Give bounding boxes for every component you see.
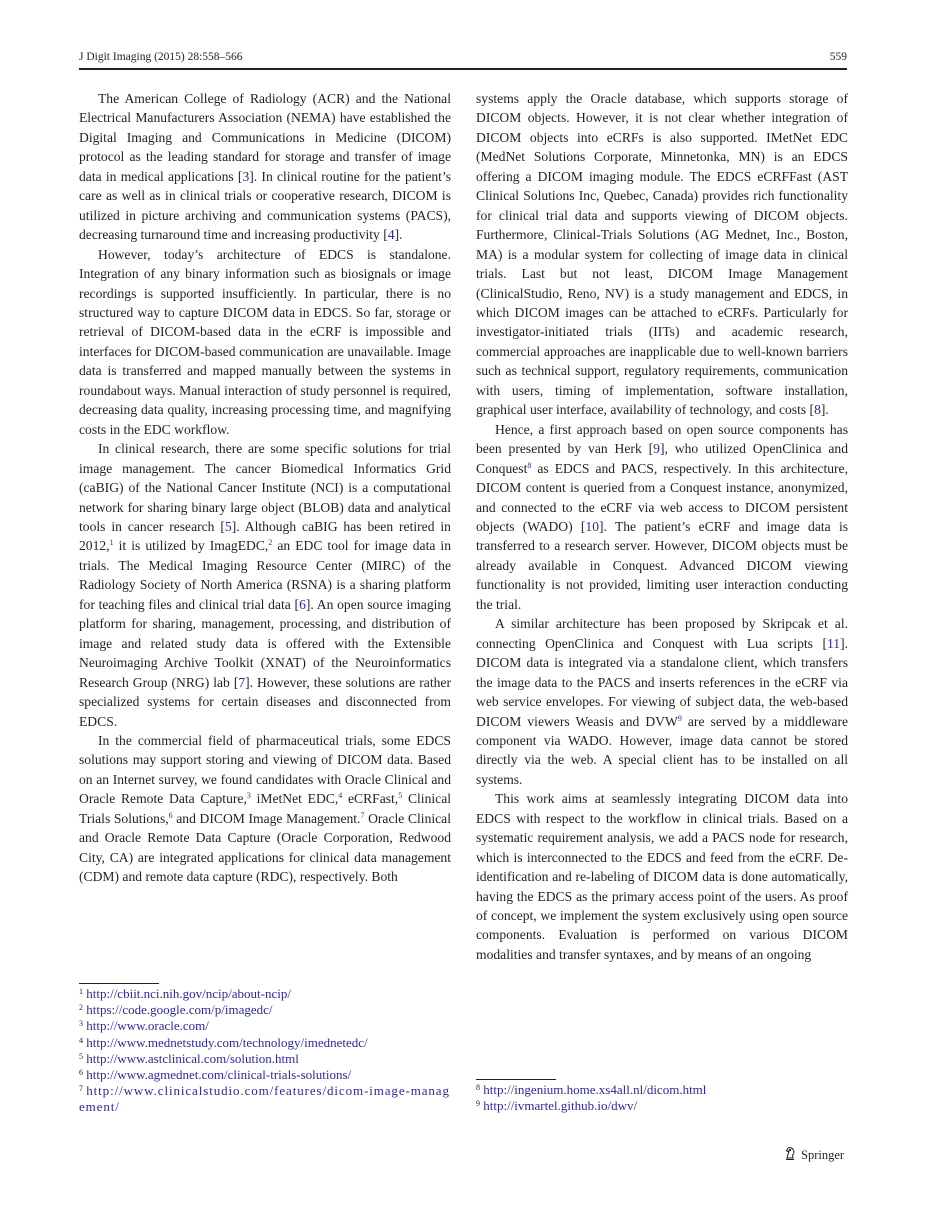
footnote-url[interactable]: http://cbiit.nci.nih.gov/ncip/about-ncip/: [86, 986, 291, 1001]
footnote-rule: [79, 983, 159, 984]
footnotes-left: [79, 986, 459, 1116]
citation-link[interactable]: 7: [238, 674, 246, 690]
paragraph-edcs-standalone: However, today’s architecture of EDCS is standalone. Integration of any binary information such as biosignals or image recordings is supported insufficiently. In particular, there is no structured way to capture DICOM data in EDCS. So far, storage or retrieval of DICOM-based data in the eCRF is impossible and interfaces for DICOM-based communication are unavailable. Image data is transferred and mapped manually between the systems in roundabout ways. Manual interaction of study personnel is required, decreasing data quality, increasing processing time, and magnifying costs in the EDC workflow.: [79, 246, 451, 437]
paragraph-clinical-research: In clinical research, there are some specific solutions for trial image management. The cancer Biomedical Informatics Grid (caBIG) of the National Cancer Institute (NCI) is a computational network for sharing binary large object (BLOB) data and analytical tools in cancer research [5]. Although caBIG has been retired in 2012,$^1$ it is utilized by ImagEDC,$^2$ an EDC tool for image data in trials. The Medical Imaging Resource Center (MIRC) of the Radiology Society of North America (RSNA) is a sharing platform for teaching files and clinical trial data [6]. An open source imaging platform for sharing, management, processing, and distribution of image and related study data is offered with the Extensible Neuroimaging Archive Toolkit (XNAT) of the Neuroinformatics Research Group (NRG) lab [7]. However, these solutions are rather specialized systems for certain diseases and disconnected from EDCS.: [79, 441, 452, 729]
citation-link[interactable]: 11: [826, 635, 841, 651]
footnote-marker[interactable]: 8: [527, 460, 532, 470]
publisher-footer: [783, 1146, 844, 1165]
running-header: [79, 51, 847, 67]
footnote-item: $^7$ http://www.clinicalstudio.com/features/dicom-image-management/: [79, 1083, 450, 1115]
footnote-url[interactable]: http://www.astclinical.com/solution.html: [86, 1050, 299, 1066]
footnote-url[interactable]: http://www.agmednet.com/clinical-trials-solutions/: [86, 1067, 352, 1083]
footnote-marker[interactable]: 5: [398, 791, 403, 801]
footnote-url[interactable]: http://ingenium.home.xs4all.nl/dicom.html: [483, 1082, 707, 1097]
citation-link[interactable]: 4: [387, 227, 395, 243]
springer-horse-icon: [783, 1146, 797, 1165]
footnote-item: $^5$ http://www.astclinical.com/solution.html: [79, 1050, 299, 1066]
footnote-item: $^8$ http://ingenium.home.xs4all.nl/dicom.html: [476, 1082, 707, 1097]
citation-link[interactable]: 3: [242, 168, 250, 184]
footnote-item: $^1$ http://cbiit.nci.nih.gov/ncip/about-ncip/: [79, 986, 291, 1001]
footnote-item: $^9$ http://ivmartel.github.io/dwv/: [476, 1098, 638, 1114]
paragraph-commercial-cont: systems apply the Oracle database, which supports storage of DICOM objects. However, it is not clear whether integration of DICOM objects into eCRFs is also supported. IMetNet EDC (MedNet Solutions Corporate, Minnetonka, MN) is an EDCS offering a DICOM imaging module. The EDCS eCRFFast (AST Clinical Solutions Inc, Quebec, Canada) provides rich functionality for clinical trial data and supports viewing of DICOM objects. Furthermore, Clinical-Trials Solutions (AG Mednet, Inc., Boston, MA) is a modular system for collecting of image data in clinical trials. Last but not least, DICOM Image Management (ClinicalStudio, Reno, NV) is a study management and EDCS, in which DICOM images can be attached to eCRFs. Particularly for investigator-initiated trials (IITs) and academic research, commercial approaches are inapplicable due to well-known barriers such as technical support, regulatory requirements, communication with users, timing of implementation, software installation, graphical user interface, availability of technology, and costs [8].: [476, 91, 848, 418]
footnote-url[interactable]: http://www.clinicalstudio.com/features/dicom-image-management/: [79, 1083, 450, 1115]
footnote-item: $^6$ http://www.agmednet.com/clinical-trials-solutions/: [79, 1067, 352, 1083]
citation-link[interactable]: 8: [814, 402, 821, 418]
page-number: 559: [829, 51, 847, 63]
footnote-marker[interactable]: 6: [168, 810, 173, 820]
citation-link[interactable]: 5: [224, 518, 232, 534]
footnote-marker[interactable]: 4: [338, 791, 343, 801]
footnote-marker[interactable]: 9: [677, 713, 682, 723]
journal-citation: J Digit Imaging (2015) 28:558–566: [79, 51, 243, 63]
citation-link[interactable]: 6: [299, 596, 306, 612]
footnote-marker[interactable]: 3: [246, 791, 251, 801]
paragraph-dicom-intro: The American College of Radiology (ACR) and the National Electrical Manufacturers Association (NEMA) have established the Digital Imaging and Communications in Medicine (DICOM) protocol as the leading standard for storage and transfer of image data in medical applications [3]. In clinical routine for the patient’s care as well as in clinical trials or cooperative research, DICOM is utilized in picture archiving and communication systems (PACS), decreasing turnaround time and increasing productivity [4].: [79, 91, 452, 243]
footnote-item: $^4$ http://www.mednetstudy.com/technology/imednetedc/: [79, 1034, 368, 1050]
publisher-name: Springer: [801, 1148, 845, 1162]
footnotes-right: [476, 1082, 856, 1114]
footnote-url[interactable]: http://ivmartel.github.io/dwv/: [483, 1098, 638, 1114]
paragraph-van-herk: Hence, a first approach based on open source components has been presented by van Herk [9], who utilized OpenClinica and Conquest$^8$ as EDCS and PACS, respectively. In this architecture, DICOM content is queried from a Conquest instance, anonymized, and connected to the eCRF via web access to DICOM persistent objects (WADO) [10]. The patient’s eCRF and image data is transferred to a research server. However, DICOM objects must be already available in Conquest. Advanced DICOM viewing functionality is not provided, limiting user interaction conducting the trial.: [476, 421, 849, 612]
footnote-marker[interactable]: 1: [109, 538, 114, 548]
paragraph-this-work: This work aims at seamlessly integrating DICOM data into EDCS with respect to the workflow in clinical trials. Based on a systematic requirement analysis, we add a PACS node for research, which is interconnected to the EDCS and feed from the eCRF. De-identification and re-labeling of DICOM data is done automatically, having the EDCS as the primary access point of the users. As proof of concept, we implement the system exclusively using open source components. Evaluation is performed on various DICOM modalities and transfer syntaxes, and by means of an ongoing: [476, 791, 848, 962]
footnote-item: $^3$ http://www.oracle.com/: [79, 1018, 209, 1034]
footnote-marker[interactable]: 7: [360, 810, 365, 820]
footnote-item: $^2$ https://code.google.com/p/imagedc/: [79, 1002, 273, 1018]
left-column: [79, 89, 451, 887]
paragraph-commercial: In the commercial field of pharmaceutical trials, some EDCS solutions may support storing and viewing of DICOM data. Based on an Internet survey, we found candidates with Oracle Clinical and Oracle Remote Data Capture,$^3$ iMetNet EDC,$^4$ eCRFast,$^5$ Clinical Trials Solutions,$^6$ and DICOM Image Management.$^7$ Oracle Clinical and Oracle Remote Data Capture (Oracle Corporation, Redwood City, CA) are integrated applications for clinical data management (CDM) and remote data capture (RDC), respectively. Both: [79, 732, 452, 885]
paragraph-skripcak: A similar architecture has been proposed by Skripcak et al. connecting OpenClinica and Conquest with Lua scripts [11]. DICOM data is integrated via a standalone client, which transfers the image data to the PACS and inserts references in the eCRF via web service envelopes. For viewing of subject data, the web-based DICOM viewers Weasis and DVW$^9$ are served by a middleware component via WADO. However, image data cannot be stored directly via the web. A special client has to be installed on all systems.: [476, 616, 848, 787]
citation-link[interactable]: 9: [653, 441, 660, 457]
footnote-url[interactable]: http://www.mednetstudy.com/technology/imednetedc/: [86, 1034, 368, 1050]
footnote-marker[interactable]: 2: [268, 538, 273, 548]
citation-link[interactable]: 10: [585, 518, 599, 534]
footnote-url[interactable]: https://code.google.com/p/imagedc/: [86, 1002, 273, 1018]
right-column: [476, 89, 848, 964]
header-rule: [79, 68, 847, 70]
footnote-url[interactable]: http://www.oracle.com/: [86, 1018, 209, 1034]
footnote-rule: [476, 1079, 556, 1080]
